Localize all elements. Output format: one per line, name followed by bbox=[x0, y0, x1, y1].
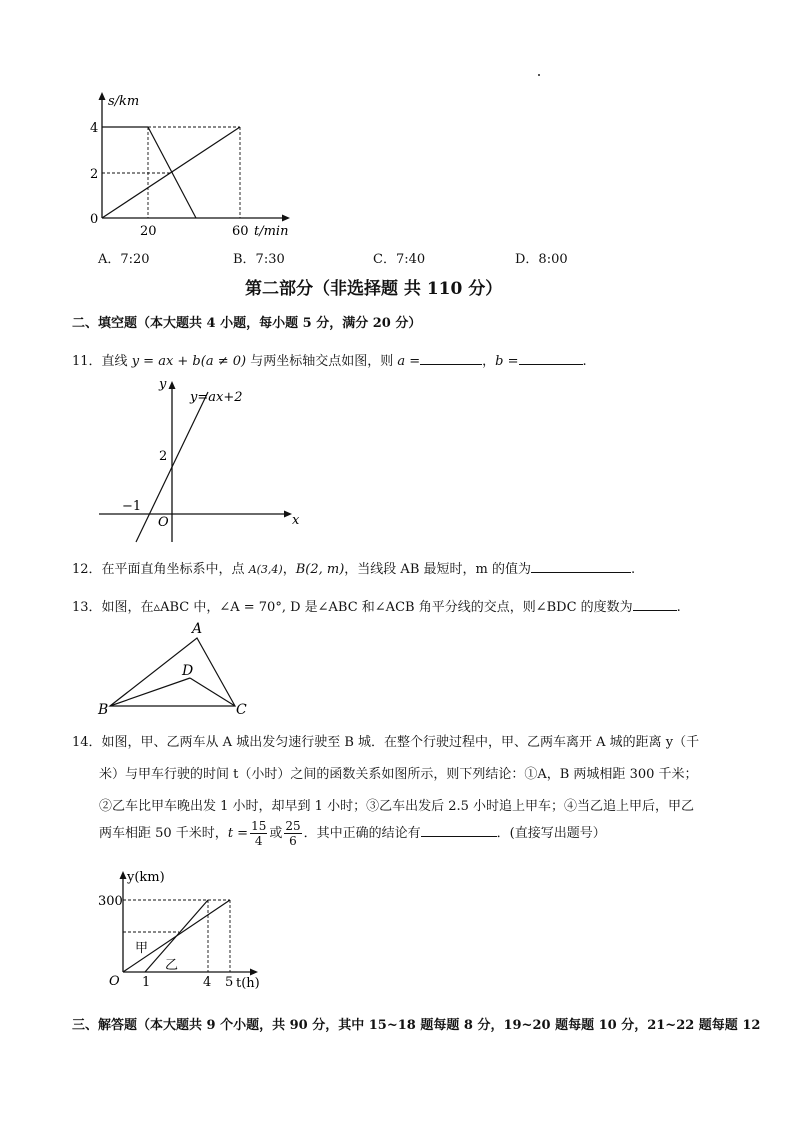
formula: y = ax + b(a ≠ 0) bbox=[131, 354, 247, 369]
answer-blank[interactable] bbox=[421, 824, 497, 837]
x-axis-label: t/min bbox=[254, 224, 289, 239]
fraction-numerator: 25 bbox=[285, 819, 301, 833]
vertex-c-label: C bbox=[236, 702, 247, 718]
period: . bbox=[630, 562, 636, 577]
figure-q10-graph bbox=[80, 88, 300, 240]
x-tick: 1 bbox=[142, 975, 151, 990]
figure-q11-graph bbox=[95, 374, 310, 546]
vertex-a-label: A bbox=[192, 621, 203, 637]
label-yi: 乙 bbox=[165, 958, 179, 973]
fraction-25-over-6 bbox=[284, 819, 301, 848]
separator: ， bbox=[282, 562, 296, 577]
y-tick: 4 bbox=[90, 121, 99, 136]
option-d: D．8:00 bbox=[515, 252, 568, 267]
option-b: B．7:30 bbox=[233, 252, 285, 267]
period: . bbox=[676, 600, 681, 615]
part-title: 第二部分（非选择题 共 110 分） bbox=[245, 279, 503, 299]
question-text: ．(直接写出题号） bbox=[496, 826, 606, 841]
question-text: 直线 bbox=[101, 354, 132, 369]
question-text: ，当线段 AB 最短时，m 的值为 bbox=[344, 562, 531, 577]
x-tick: 60 bbox=[232, 224, 249, 239]
question-number: 12． bbox=[72, 562, 102, 577]
section-heading: 二、填空题（本大题共 4 小题，每小题 5 分，满分 20 分） bbox=[72, 316, 422, 331]
period: . bbox=[582, 354, 587, 369]
y-tick: 2 bbox=[90, 167, 99, 182]
x-tick: 20 bbox=[140, 224, 157, 239]
bisector-cd bbox=[190, 678, 235, 706]
fraction-15-over-4 bbox=[250, 819, 267, 848]
option-c: C．7:40 bbox=[373, 252, 426, 267]
y-intercept-label: 2 bbox=[159, 449, 168, 464]
question-12 bbox=[72, 558, 635, 577]
y-tick: 300 bbox=[98, 894, 123, 909]
x-axis-label: t(h) bbox=[236, 976, 260, 991]
section-heading: 三、解答题（本大题共 9 个小题，共 90 分，其中 15~18 题每题 8 分，19~20 题每题 10 分，21~22 题每题 12 bbox=[72, 1018, 761, 1033]
answer-blank-a[interactable] bbox=[420, 352, 482, 365]
figure-q14-graph bbox=[95, 866, 275, 996]
x-axis-arrow bbox=[282, 215, 290, 222]
question-number: 11． bbox=[72, 354, 102, 369]
question-11 bbox=[72, 350, 587, 369]
line-label: y=ax+2 bbox=[190, 390, 243, 405]
question-text: 两车相距 50 千米时， bbox=[99, 826, 228, 841]
x-intercept-label: −1 bbox=[122, 499, 142, 514]
question-14-line-1 bbox=[72, 731, 699, 750]
question-14-line-4 bbox=[99, 819, 606, 848]
stray-mark bbox=[538, 74, 540, 76]
figure-q13-triangle bbox=[95, 618, 265, 718]
origin-label: O bbox=[109, 974, 120, 989]
x-axis-arrow bbox=[284, 511, 292, 518]
bisector-bd bbox=[110, 678, 190, 706]
fraction-denominator: 4 bbox=[254, 834, 263, 848]
answer-blank-b[interactable] bbox=[519, 352, 583, 365]
fraction-denominator: 6 bbox=[289, 834, 297, 848]
y-axis-arrow bbox=[99, 92, 106, 100]
answer-label-b: b = bbox=[495, 354, 519, 369]
question-number: 13． bbox=[72, 600, 102, 615]
answer-label-a: a = bbox=[397, 354, 421, 369]
point-b: B(2, m) bbox=[295, 562, 345, 577]
point-a: A(3,4) bbox=[248, 563, 283, 576]
x-tick: 5 bbox=[225, 975, 234, 990]
x-axis-label: x bbox=[292, 513, 300, 528]
point-d-label: D bbox=[182, 663, 194, 679]
question-text: 与两坐标轴交点如图，则 bbox=[246, 354, 398, 369]
label-jia: 甲 bbox=[135, 941, 149, 956]
fraction-numerator: 15 bbox=[251, 819, 267, 833]
y-axis-label: s/km bbox=[108, 94, 140, 109]
y-axis-label: y(km) bbox=[127, 870, 165, 885]
answer-blank[interactable] bbox=[633, 598, 677, 611]
vertex-b-label: B bbox=[98, 702, 109, 718]
question-14-line-2: 米）与甲车行驶的时间 t（小时）之间的函数关系如图所示，则下列结论：①A，B 两城相距 300 千米； bbox=[99, 767, 698, 782]
question-text: ．其中正确的结论有 bbox=[303, 826, 421, 841]
x-tick: 4 bbox=[203, 975, 212, 990]
separator: ， bbox=[482, 354, 496, 369]
question-text: 在平面直角坐标系中，点 bbox=[101, 562, 249, 577]
answer-blank[interactable] bbox=[531, 560, 631, 573]
y-axis-label: y bbox=[159, 377, 167, 392]
question-14-line-3: ②乙车比甲车晚出发 1 小时，却早到 1 小时；③乙车出发后 2.5 小时追上甲车；④当乙追上甲后，甲乙 bbox=[99, 799, 695, 814]
or-word: 或 bbox=[269, 826, 283, 841]
question-text: 如图，甲、乙两车从 A 城出发匀速行驶至 B 城．在整个行驶过程中，甲、乙两车离开 A 城的距离 y（千 bbox=[101, 735, 700, 750]
y-axis-arrow bbox=[120, 871, 127, 879]
origin-label: O bbox=[158, 515, 169, 530]
option-a: A．7:20 bbox=[98, 252, 150, 267]
question-text: 如图，在▵ABC 中，∠A = 70°, D 是∠ABC 和∠ACB 角平分线的交点，则∠BDC 的度数为 bbox=[101, 600, 633, 615]
y-tick: 0 bbox=[90, 212, 99, 227]
graph-line-ascending bbox=[102, 127, 240, 218]
question-13 bbox=[72, 596, 681, 615]
question-number: 14． bbox=[72, 735, 102, 750]
t-equals: t = bbox=[227, 826, 249, 841]
y-axis-arrow bbox=[169, 381, 176, 389]
triangle-abc bbox=[110, 638, 235, 706]
x-axis-arrow bbox=[250, 969, 258, 976]
